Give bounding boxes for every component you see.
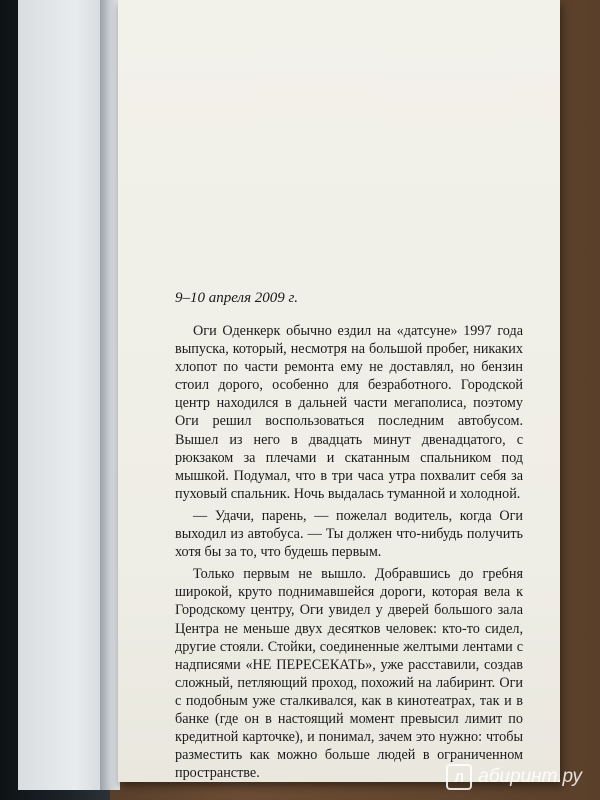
book-gutter	[100, 0, 120, 790]
watermark-text: абиринт.ру	[478, 766, 582, 787]
paragraph: Оги Оденкерк обычно ездил на «датсуне» 1997 года выпуска, который, несмотря на большой пробег, никаких хлопот по части ремонта ему не доставлял, но бензин стоил дорого, особенно для безработного. Городской центр находился в дальней части мегаполиса, поэтому Оги решил воспользоваться последним автобусом. Вышел из него в двадцать минут двенадцатого, с рюкзаком за плечами и скатанным спальником под мышкой. Подумал, что в три часа утра похвалит себя за пуховый спальник. Ночь выдалась туманной и холодной.	[175, 323, 523, 502]
labirint-logo-icon: Л	[446, 764, 472, 790]
paragraph: — Удачи, парень, — пожелал водитель, когда Оги выходил из автобуса. — Ты должен что-нибудь получить хотя бы за то, что будешь первым.	[175, 507, 523, 561]
chapter-date-heading: 9–10 апреля 2009 г.	[175, 290, 298, 306]
paragraph: Только первым не вышло. Добравшись до гребня широкой, круто поднимавшейся дороги, которая вела к Городскому центру, Оги увидел у дверей большого зала Центра не меньше двух десятков человек: кто-то сидел, другие стояли. Стойки, соединенные желтыми лентами с надписями «НЕ ПЕРЕСЕКАТЬ», уже расставили, создав сложный, петляющий проход, похожий на лабиринт. Оги с подобным уже сталкивался, как в кинотеатрах, так и в банке (где он в настоящий момент превысил лимит по кредитной карточке), и понимал, зачем это нужно: чтобы разместить как можно больше людей в ограниченном пространстве.	[175, 566, 523, 782]
book-page	[118, 0, 560, 782]
page-body-text	[175, 322, 523, 786]
labirint-watermark	[446, 764, 582, 790]
